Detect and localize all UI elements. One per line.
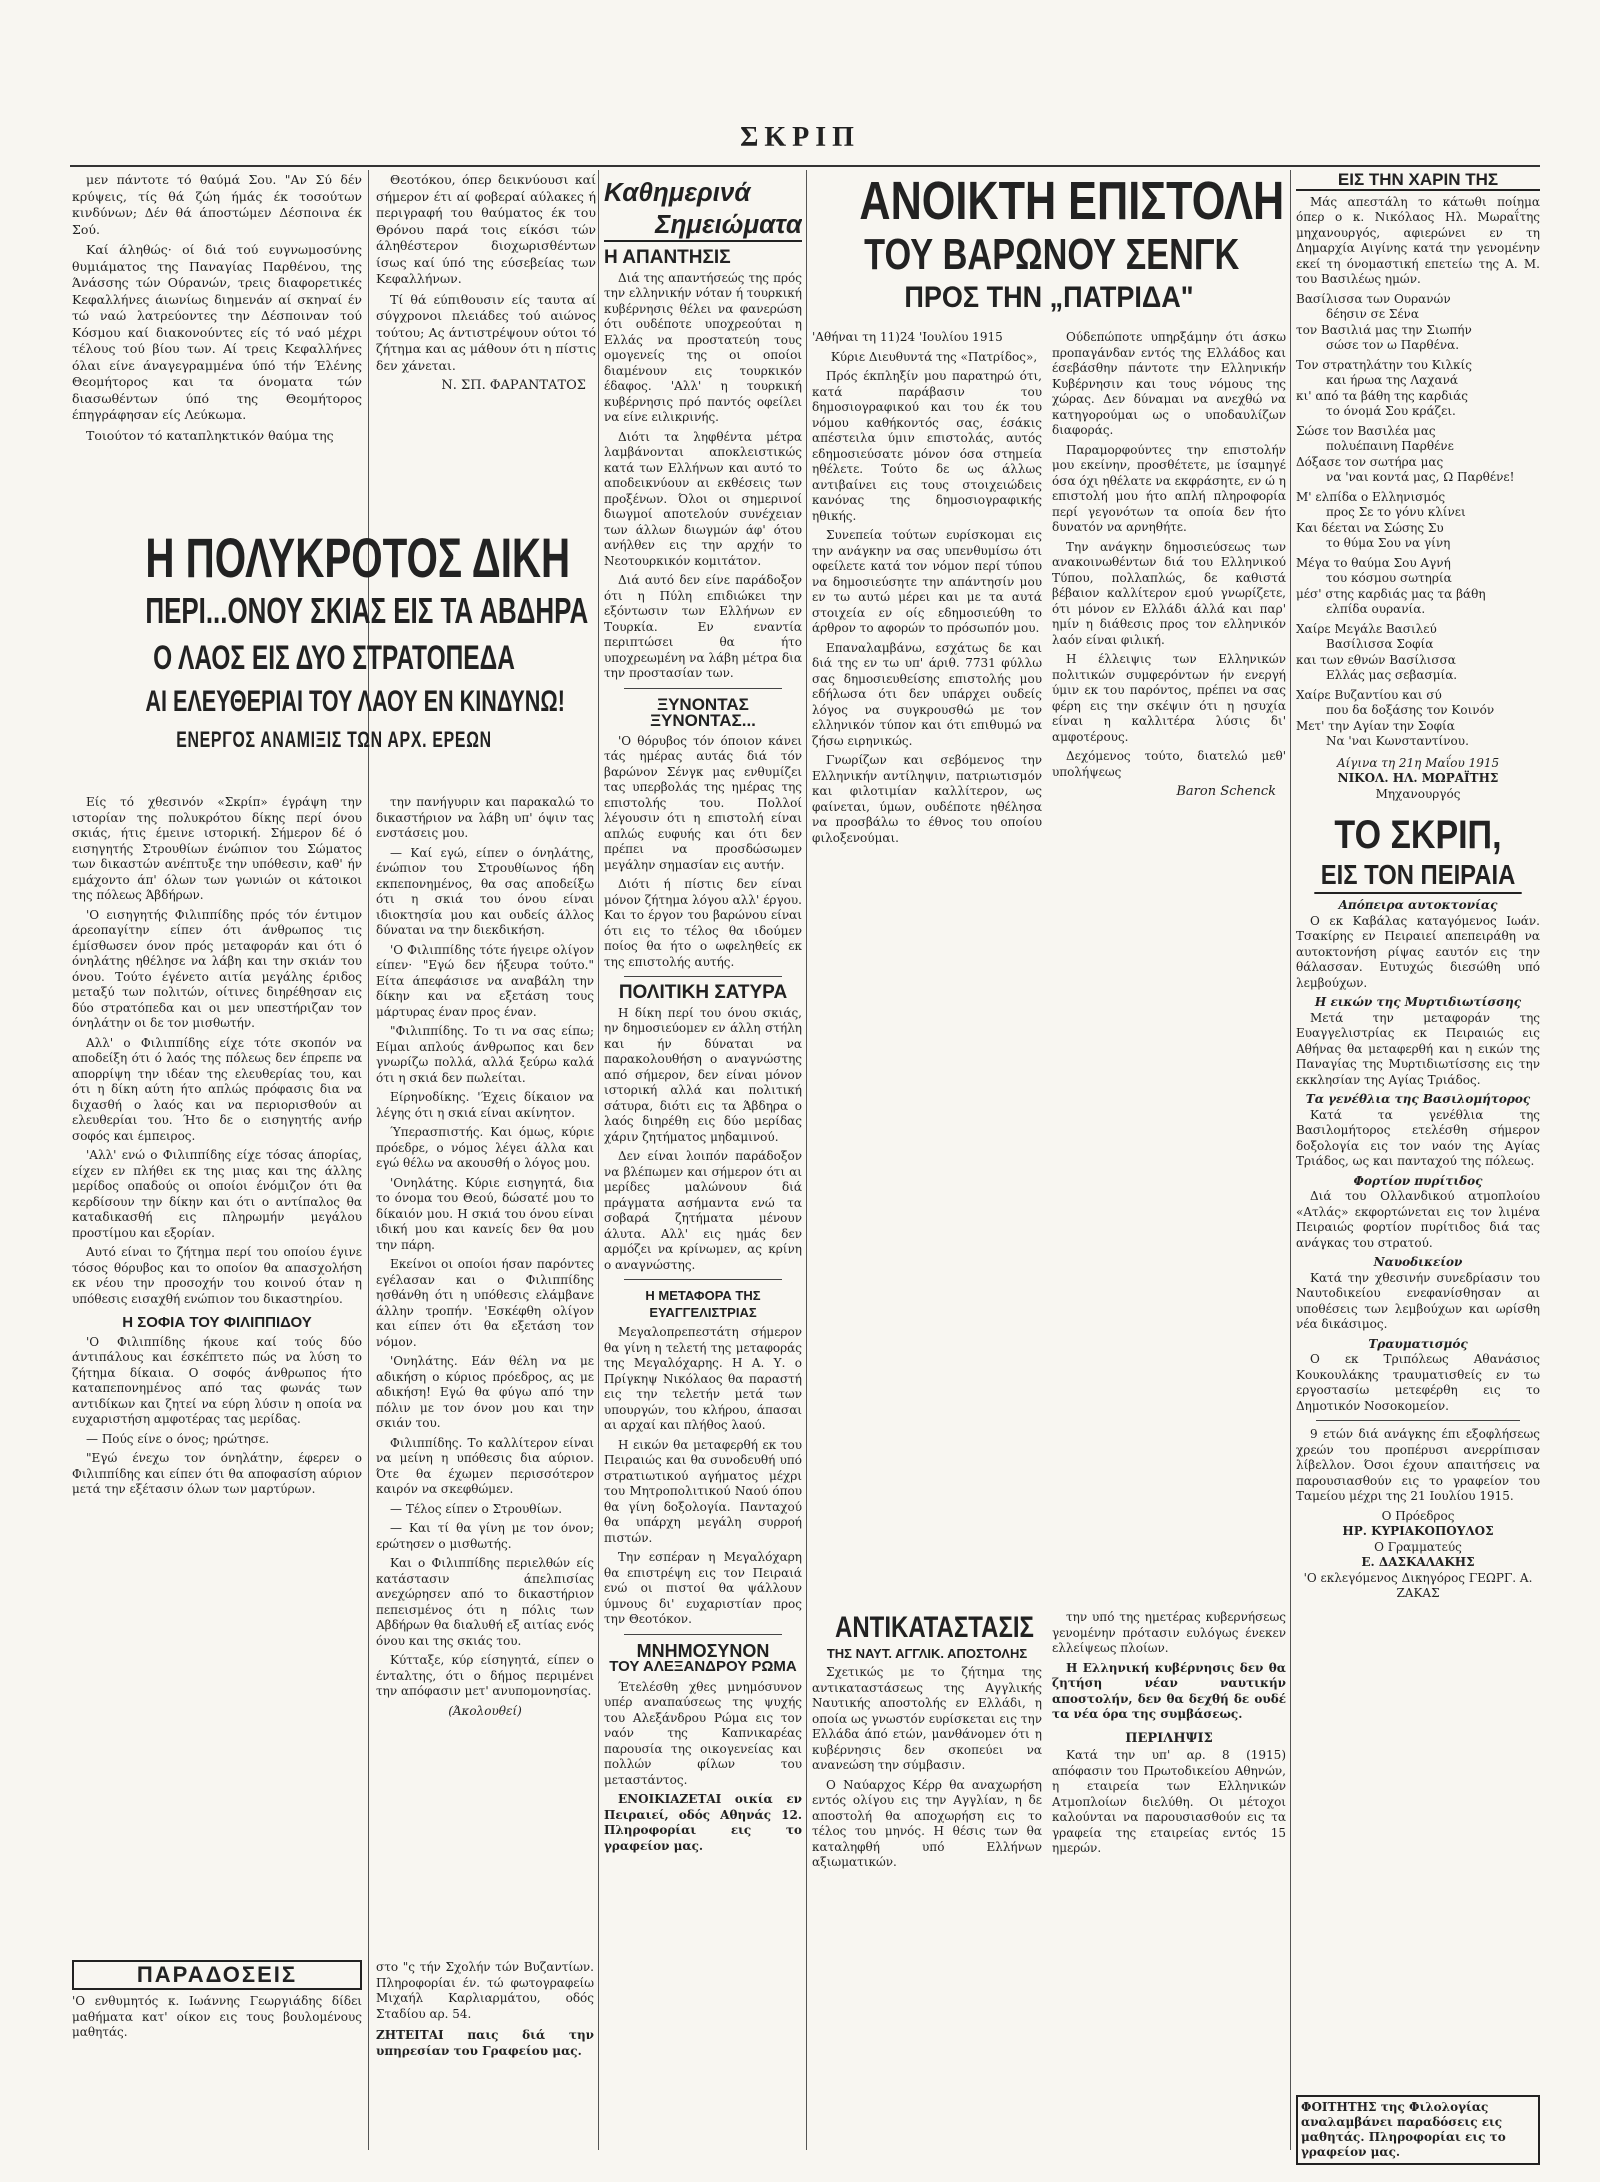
open-letter-column-left xyxy=(812,330,1042,1600)
notice-signature: Ο Γραμματεύς xyxy=(1374,1539,1462,1554)
headline-sub: ΠΡΟΣ ΤΗΝ „ΠΑΤΡΙΔΑ" xyxy=(904,281,1194,314)
notice-signature: ΗΡ. ΚΥΡΙΑΚΟΠΟΥΛΟΣ xyxy=(1342,1524,1494,1538)
poem-line: Βασίλισσα των Ουρανών xyxy=(1296,291,1451,306)
paragraph: Συνεπεία τούτων ευρίσκομαι εις την ανάγκην να σας υπενθυμίσω ότι οφείλετε κατά τον νόμον περί τύπου να δημοσιεύσητε την απάντησίν μου εν τω αυτώ μέρει και με τα αυτά στοιχεία εν οίς εδημοσιεύθη το άρθρον το αφορών το πρόσωπόν μου. xyxy=(812,528,1042,635)
news-title: Φορτίον πυρίτιδος xyxy=(1353,1173,1483,1188)
piraeus-news xyxy=(1296,898,1540,1602)
letter-signature: Baron Schenck xyxy=(1176,784,1276,799)
paragraph: Παραμορφούντες την επιστολήν μου εκείνην, προσθέτετε, με ίσαμηγέ όσα όχι ηθέλατε να εκφράσητε, εν ώ η επιστολή μου ήτο απλή πληροφορία περί γεγονότων τα οποία δεν ήτο δυνατόν να αρνηθήτε. xyxy=(1052,442,1286,534)
section-title: ΤΟΥ ΑΛΕΞΑΝΔΡΟΥ ΡΩΜΑ xyxy=(609,1658,797,1675)
section-title: Η ΑΠΑΝΤΗΣΙΣ xyxy=(604,247,731,268)
notices-block xyxy=(376,1960,594,2059)
poem-line: Ελλάς μας σεβασμία. xyxy=(1326,668,1458,682)
masthead-rule xyxy=(70,165,1540,167)
paragraph: Έτελέσθη χθες μνημόσυνον υπέρ αναπαύσεως της ψυχής του Αλεξάνδρου Ρώμα εις τον ναόν της Καπνικαρέας παρουσία της οικογενείας και πολλών φίλων του μεταστάντος. xyxy=(604,1679,802,1787)
paradoseis-block xyxy=(72,1960,362,2045)
notice-text: 9 ετών διά ανάγκης έπι εξοφλήσεως χρεών του προπέρυσι ανερρίπισαν λίβελλον. Όσοι έχουν απαιτήσεις να παρουσιασθούν εις το γραφείον του Ταμείου μέχρι της 21 Ιουλίου 1915. xyxy=(1296,1427,1540,1503)
article-body xyxy=(812,1665,1042,2085)
headline-sub: ΕΝΕΡΓΟΣ ΑΝΑΜΙΞΙΣ ΤΩΝ ΑΡΧ. ΕΡΕΩΝ xyxy=(176,727,492,752)
section-title: ΜΝΗΜΟΣΥΝΟΝ xyxy=(636,1640,770,1661)
paragraph: ΕΝΟΙΚΙΑΖΕΤΑΙ οικία εν Πειραιεί, οδός Αθηνάς 12. Πληροφορίαι εις το γραφείον μας. xyxy=(604,1792,802,1853)
poem-line: το όνομά Σου κράζει. xyxy=(1326,404,1456,418)
column-divider xyxy=(598,170,599,2150)
author-signature: Ν. ΣΠ. ΦΑΡΑΝΤΑΤΟΣ xyxy=(441,378,586,393)
headline-sub: Ο ΛΑΟΣ ΕΙΣ ΔΥΟ ΣΤΡΑΤΟΠΕΔΑ xyxy=(153,639,515,677)
news-text: Κατά την χθεσινήν συνεδρίασιν του Ναυτοδικείου ενεφανίσθησαν αι υποθέσεις των λεμβούχων και ωρίσθη νέα δικάσιμος. xyxy=(1296,1270,1540,1331)
paragraph: Καί άληθώς· οί διά τού ευγνωμοσύνης θυμιάματος της Παναγίας Παρθένου, της Άνάσσης τών Ούρανών, τρεις διαφορετικές Κεφαλλήνες άιωνίως διημενάν αί σκηναί έν τώ ναώ λατρεύοντες την Δέσποιναν τού Κόσμου καί διακονούντες είς τό ναό μέχρι τέλους τού βίου των. Αί τρεις Κεφαλλήνες όλαι είνε άναγεγραμμένα ύπό τήν Έλένης Θεομήτορος και τα όνοματα τών διασωθέντων ύπό της Θεομήτορος έπηγράφησαν είς Λεύκωμα. xyxy=(72,242,362,422)
paragraph: Τοιούτον τό καταπληκτικόν θαύμα της xyxy=(86,427,334,443)
section-title: Η ΜΕΤΑΦΟΡΑ ΤΗΣ ΕΥΑΓΓΕΛΙΣΤΡΙΑΣ xyxy=(645,1288,761,1320)
paragraph: 'Ονηλάτης. Εάν θέλη να με αδικήση ο κύριος πρόεδρος, ας με αδικήση! Εγώ θα φύγω από την πόλιν με τον όνον μου και την σκιάν του. xyxy=(376,1354,594,1430)
news-text: Ο εκ Καβάλας καταγόμενος Ιωάν. Τσακίρης εν Πειραιεί απεπειράθη να αυτοκτονήση ρίψας εαυτόν εις την θάλασσαν. Ευτυχώς διεσώθη υπό λεμβούχων. xyxy=(1296,913,1540,990)
poem-line: προς Σε το γόνυ κλίνει xyxy=(1326,505,1466,519)
news-title: Απόπειρα αυτοκτονίας xyxy=(1338,898,1498,912)
paragraph: Σχετικώς με το ζήτημα της αντικαταστάσεως της Αγγλικής Ναυτικής αποστολής εν Ελλάδι, η οποία ως γνωστόν ευρίσκεται εις την Ελλάδα άπό ετών, μανθάνομεν ότι η κυβέρνησις δεν σκοπεύει να ανανεώση την σύμβασιν. xyxy=(812,1665,1042,1772)
paragraph: Θεοτόκου, όπερ δεικνύουσι καί σήμερον έτι αί φοβεραί αύλακες ή περιγραφή του θαύματος έκ του Θρόνου παρά τοις είκόσι τών άληθέστερον διοχωρισθέντων ίσως καί ύπό της εύσεβείας των Κεφαλλήνων. xyxy=(376,172,596,286)
section-separator xyxy=(624,1634,782,1635)
paragraph: "Φιλιππίδης. Το τι να σας είπω; Είμαι απλούς άνθρωπος και δεν γνωρίζω πολλά, αλλά ξεύρω καλά ότι η σκιά δεν πωλείται. xyxy=(376,1024,594,1085)
news-text: Ο εκ Τριπόλεως Αθανάσιος Κουκουλάκης τραυματισθείς εν τω εργοστασίω μετεφέρθη εις το Δημοτικόν Νοσοκομείον. xyxy=(1296,1352,1540,1413)
paragraph: Κύτταξε, κύρ είσηγητά, είπεν ο ένταλτης, ότι ο δήμος περιμένει την απόφασιν μετ' ανυπομονησίας. xyxy=(376,1653,594,1698)
paragraph: — Και τί θα γίνη με τον όνον; ερώτησεν ο μισθωτής. xyxy=(376,1521,594,1551)
paragraph: "Εγώ ένεχω τον όνηλάτην, έφερεν ο Φιλιππίδης και είπεν ότι θα αποφασίση αύριον μετά την εξέτασιν όλων των μαρτύρων. xyxy=(72,1451,362,1496)
poem-signature: ΝΙΚΟΛ. ΗΛ. ΜΩΡΑΪΤΗΣ xyxy=(1337,771,1499,785)
column-divider xyxy=(368,170,369,2150)
poem-date: Αίγινα τη 21η Μαΐου 1915 xyxy=(1336,755,1500,770)
poem-line: Χαίρε Μεγάλε Βασιλεύ xyxy=(1296,621,1437,636)
paragraph: Την εσπέραν η Μεγαλόχαρη θα επιστρέψη εις τον Πειραιά ενώ οι πιστοί θα ψάλλουν ύμνους δι' ευχαριστίαν προς την Θεοτόκον. xyxy=(604,1550,802,1626)
poem-line: Σώσε τον Βασιλέα μας xyxy=(1296,423,1436,438)
section-title: Η ΣΟΦΙΑ ΤΟΥ ΦΙΛΙΠΠΙΔΟΥ xyxy=(122,1314,312,1331)
paragraph: Φιλιππίδης. Το καλλίτερον είναι να μείνη η υπόθεσις δια αύριον. Ότε θα έχωμεν περισσότερον καιρόν να σκεφθώμεν. xyxy=(376,1435,594,1496)
dateline: 'Αθήναι τη 11)24 'Ιουλίου 1915 xyxy=(812,330,1003,344)
paragraph: Δεν είναι λοιπόν παράδοξον να βλέπωμεν και σήμερον ότι αι μερίδες μαλώνουν διά πράγματα ασήμαντα ενώ τα σοβαρά ζητήματα μένουν άλυτα. Αλλ' εις ημάς δεν αρμόζει να κρίνωμεν, ας κρίνη ο αναγνώστης. xyxy=(604,1149,802,1272)
headline: ΑΝΤΙΚΑΤΑΣΤΑΣΙΣ xyxy=(835,1611,1034,1644)
paragraph: Διά της απαντήσεώς της πρός την ελληνικήν νόταν ή τουρκική κυβέρνησις θέλει να φανερώση ότι ουδέποτε υποχρεούται η Ελλάς να προστατεύη τους ομογενείς της οι οποίοι διαμένουν εις τουρκικόν έδαφος. 'Αλλ' η τουρκική κυβέρνησις πρό παντός οφείλει να είνε ειλικρινής. xyxy=(604,270,802,424)
news-text: Κατά τα γενέθλια της Βασιλομήτορος ετελέσθη σήμερον δοξολογία εις τον ναόν της Αγίας Τριάδος, ως και πανταχού της πόλεως. xyxy=(1296,1107,1540,1168)
paragraph: Κατά την υπ' αρ. 8 (1915) απόφασιν του Πρωτοδικείου Αθηνών, η εταιρεία των Ελληνικών Ατμοπλοίων διελύθη. Οι μέτοχοι καλούνται να παρουσιασθούν εις τα γραφεία της εταιρείας εντός 15 ημερών. xyxy=(1052,1748,1286,1855)
paragraph: Γνωρίζων και σεβόμενος την Ελληνικήν αντίληψιν, πατριωτισμόν και φιλοτιμίαν καλλίτερον, ως φαίνεται, ύμων, ουδέποτε ηθέλησα να προσβάλω το έθνος του οποίου φιλοξενούμαι. xyxy=(812,753,1042,845)
paragraph: Διά αυτό δεν είνε παράδοξον ότι η Πύλη επιδιώκει την εξόντωσιν των Ελλήνων εν Τουρκία. Εν εναντία περιπτώσει θα ήτο υποχρεωμένη να λάβη μέτρα δια την προστασίαν των. xyxy=(604,573,802,680)
poem-title: ΕΙΣ ΤΗΝ ΧΑΡΙΝ ΤΗΣ xyxy=(1296,172,1540,191)
section-separator xyxy=(624,976,782,977)
section-separator xyxy=(1316,1420,1520,1421)
poem-line: ελπίδα ουρανία. xyxy=(1326,602,1426,616)
paragraph: Η έλλειψις των Ελληνικών πολιτικών συμφερόντων ήν ενεργή ύμιν εκ του παρόντος, πρέπει να σας φέρη εις την σκέψιν ότι η ησυχία είναι η καλλιτέρα λύσις δι' αμφοτέρους. xyxy=(1052,652,1286,744)
paragraph: Και ο Φιλιππίδης περιελθών είς κατάστασιν άπελπισίας ανεχώρησεν από το δικαστήριον πεπεισμένος ότι η πόλις των Αβδήρων θα διαλυθή εξ αιτίας ενός όνου και της σκιάς του. xyxy=(376,1556,594,1648)
paragraph: στο "ς τήν Σχολήν τών Βυζαντίων. Πληροφορίαι έν. τώ φωτογραφείω Μιχαήλ Καρλιαρμάτου, οδός Σταδίου αρ. 54. xyxy=(376,1960,594,2021)
headline-sub: ΑΙ ΕΛΕΥΘΕΡΙΑΙ ΤΟΥ ΛΑΟΥ ΕΝ ΚΙΝΔΥΝΩ! xyxy=(145,685,565,718)
right-column xyxy=(1296,172,1540,2162)
news-title: Τραυματισμός xyxy=(1368,1336,1468,1351)
headline: ΤΟ ΣΚΡΙΠ, xyxy=(1334,813,1502,857)
paragraph: Η Ελληνική κυβέρνησις δεν θα ζητήση νέαν ναυτικήν αποστολήν, δεν θα δεχθή δε ουδέ τα νέα όρα της συμβάσεως. xyxy=(1052,1660,1286,1721)
headline: Η ΠΟΛΥΚΡΟΤΟΣ ΔΙΚΗ xyxy=(145,526,571,589)
poem-line: πολυέπαινη Παρθένε xyxy=(1326,439,1454,453)
section-title: ΠΟΛΙΤΙΚΗ ΣΑΤΥΡΑ xyxy=(618,982,788,1003)
section-separator xyxy=(624,1279,782,1280)
paragraph: Η δίκη περί του όνου σκιάς, ην δημοσιεύομεν εν άλλη στήλη και ήν δύναται να παρακολουθήση ο αναγνώστης από σήμερον, δεν είναι μόνον ιστορική αλλά και πολιτική σάτυρα, διότι εις τα Άβδηρα ο λαός διηρέθη εις δύο μερίδας χάριν ζητήματος μηδαμινού. xyxy=(604,1005,802,1144)
paragraph: Ύπερασπιστής. Και όμως, κύριε πρόεδρε, ο νόμος λέγει άλλα και εγώ θέλω να ακουσθή ο λόγος μου. xyxy=(376,1125,594,1170)
paragraph: Ο Ναύαρχος Κέρρ θα αναχωρήση εντός ολίγου εις την Αγγλίαν, η δε αποστολή θα αποχωρήση εις το τέλος του μηνός. Η θέσις των θα καταληφθή υπό Ελλήνων αξιωματικών. xyxy=(812,1777,1042,1869)
column-divider xyxy=(1290,170,1291,2150)
poem-line: Να 'ναι Κωνσταντίνου. xyxy=(1326,734,1469,748)
column-title: Καθημερινά xyxy=(604,177,751,207)
paragraph: 'Ο θόρυβος τόν όποιον κάνει τάς ημέρας αυτάς διά τόν βαρώνον Σένγκ μας ενθυμίζει τας υπερβολάς της ημέρας της επιστολής του. Πολλοί λέγουσιν ότι η επιστολή είναι απλώς ευφυής και ότι δεν πρέπει να προσδώσωμεν μεγάλην σημασίαν εις αυτήν. xyxy=(604,733,802,872)
paragraph: Διότι τα ληφθέντα μέτρα λαμβάνονται αποκλειστικώς κατά των Ελλήνων και αυτό το αποδεικνύουν αι εκθέσεις των προξένων. Όλοι οι σημερινοί διωγμοί αποτελούν συνέχειαν των άλλων διωγμών άφ' ότου ανήλθεν εις την αρχήν το Νεοτουρκικόν κομιτάτον. xyxy=(604,429,802,568)
open-letter-header xyxy=(812,172,1286,316)
paragraph: Διότι ή πίστις δεν είναι μόνον ζήτημα λόγου αλλ' έργου. Και το έργον του βαρώνου είναι ότι εις το τέλος θα ιδούμεν ποίος θα ήτο ο ωφεληθείς εκ της επιστολής αυτής. xyxy=(604,877,802,969)
article-column-2 xyxy=(376,795,594,1955)
paragraph: την πανήγυριν και παρακαλώ το δικαστήριον να λάβη υπ' όψιν τας ενστάσεις μου. xyxy=(376,795,594,840)
notice-signature: 'Ο εκλεγόμενος Δικηγόρος ΓΕΩΡΓ. Α. ΖΑΚΑΣ xyxy=(1303,1570,1533,1600)
continued-note: (Άκολουθεί) xyxy=(448,1703,522,1718)
poem-intro: Μάς απεστάλη το κάτωθι ποίημα όπερ ο κ. Νικόλαος Ηλ. Μωραΐτης μηχανουργός, αφιερώνει εν τη Δημαρχία Αιγίνης κατά την γενομένην εκεί τη όνομαστική επετείω της Α. Μ. του Βασιλέως ημών. xyxy=(1296,194,1540,286)
poem-line: δέησιν σε Σένα xyxy=(1326,307,1419,321)
paragraph: Εκείνοι οι οποίοι ήσαν παρόντες εγέλασαν και ο Φιλιππίδης ησθάνθη ότι η υπόθεσις ελάμβανε άλλην τροπήν. 'Εσκέφθη ολίγον και είπεν ότι θα εξετάση τον νόμον. xyxy=(376,1257,594,1349)
paragraph: ΖΗΤΕΙΤΑΙ παις διά την υπηρεσίαν του Γραφείου μας. xyxy=(376,2028,594,2058)
headline-sub: ΕΙΣ ΤΟΝ ΠΕΙΡΑΙΑ xyxy=(1314,858,1521,894)
paragraph: Πρός έκπληξίν μου παρατηρώ ότι, κατά παράβασιν του δημοσιογραφικού και του έκ του νόμου καθήκοντός σας, έσάκις απέστειλα ύμιν επιστολάς, αυτός εδημοσιεύσατε μόνον όσα στημεία ηθέλετε. Τούτο δε ως άλλως αντιβαίνει εις τους στοιχειώδεις κανόνας της δημοσιογραφικής ηθικής. xyxy=(812,369,1042,523)
paragraph: Ούδεπώποτε υπηρξάμην ότι άσκω προπαγάνδαν εντός της Ελλάδος και έσεβάσθην πάντοτε την Ελληνικήν Κυβέρνησιν και τους νόμους της χώρας. Δεν δύναμαι να ανεχθώ να κατηγορούμαι ως ο υποδαυλίζων διαφοράς. xyxy=(1052,330,1286,437)
headline-sub: ΤΟΥ ΒΑΡΩΝΟΥ ΣΕΝΓΚ xyxy=(864,230,1240,279)
paragraph: Επαναλαμβάνω, εσχάτως δε και διά της εν τω υπ' άριθ. 7731 φύλλω σας δημοσιευθείσης επιστολής μου εδήλωσα ότι δεν υπάρχει ουδείς λόγος να συγκρουσθώ με τον ελληνικόν τύπον και ότι επιθυμώ να ζήσω ειρηνικώς. xyxy=(812,640,1042,748)
poem-line: Τον στρατηλάτην του Κιλκίς xyxy=(1296,357,1472,372)
paragraph: — Πούς είνε ο όνος; ηρώτησε. xyxy=(86,1431,270,1446)
intro-column-1 xyxy=(72,172,362,522)
salutation: Κύριε Διευθυντά της «Πατρίδος», xyxy=(830,349,1038,364)
poem-line: Μετ' την Αγίαν την Σοφία xyxy=(1296,718,1455,733)
poem-line: Δόξασε τον σωτήρα μας xyxy=(1296,454,1444,469)
replacement-article-cont xyxy=(1052,1610,1286,1859)
paragraph: Είς τό χθεσινόν «Σκρίπ» έγράψη την ιστορίαν της πολυκρότου δίκης περί όνου σκιάς, ήτις έμεινε ιστορική. Σήμερον δέ ό εισηγητής Στρουθίων ένώπιον του Σώματος των δικαστών ανέπτυξε την υπόθεσιν, καθ' ήν εμάχοντο άπ' όλων των γωνιών οι κάτοικοι της πόλεως Άβδήρων. xyxy=(72,795,362,902)
paragraph: μεν πάντοτε τό θαύμά Σου. "Αν Σύ δέν κρύψεις, τίς θά ζώη ήμάς έκ τοσούτων κινδύνων; Δέν θά άποστώμεν Δέσποινα έκ Σού. xyxy=(72,172,362,237)
poem-line: και ήρωα της Λαχανά xyxy=(1326,373,1458,387)
news-text: Διά του Ολλανδικού ατμοπλοίου «Ατλάς» εκφορτώνεται εις τον λιμένα Πειραιώς φορτίον πυρίτιδος διά τας ανάγκας του στρατού. xyxy=(1296,1189,1540,1250)
poem-line: να 'ναι κοντά μας, Ω Παρθένε! xyxy=(1326,470,1515,484)
poem-line: Μέγα το θαύμα Σου Αγνή xyxy=(1296,555,1451,570)
poem-line: σώσε τον ω Παρθένα. xyxy=(1326,338,1460,352)
column-divider xyxy=(806,170,807,2150)
headline-sub: ΤΗΣ ΝΑΥΤ. ΑΓΓΛΙΚ. ΑΠΟΣΤΟΛΗΣ xyxy=(826,1646,1028,1661)
main-headline-block xyxy=(72,520,596,760)
article-column-1 xyxy=(72,795,362,1955)
poem-line: κι' από τα βάθη της καρδιάς xyxy=(1296,388,1468,403)
poem-line: Βασίλισσα Σοφία xyxy=(1326,637,1434,651)
masthead: ΣΚΡΙΠ xyxy=(740,122,860,153)
news-text: Μετά την μεταφοράν της Ευαγγελιστρίας εκ Πειραιώς εις Αθήνας θα μεταφερθή και η εικών της Παναγίας της Μυρτιδιωτίσσης εις την εκκλησίαν της Αγίας Τριάδος. xyxy=(1296,1010,1540,1087)
closing: Δεχόμενος τούτο, διατελώ μεθ' υπολήψεως xyxy=(1052,749,1286,779)
poem-signature-role: Μηχανουργός xyxy=(1375,786,1461,801)
notice-signature: Ο Πρόεδρος xyxy=(1381,1508,1455,1523)
replacement-article xyxy=(812,1610,1042,2085)
paragraph: Την ανάγκην δημοσιεύσεως των ανακοινωθέντων διά του Ελληνικού Τύπου, πολλαπλώς, δε καθιστά βέβαιον καλλίτερον εμού γνωρίζετε, ότι μόνον εν Ελλάδι άλλά και παρ' ημίν η διάθεσις προς τον ελληνικόν λαόν είναι φιλική. xyxy=(1052,539,1286,647)
paragraph: Αλλ' ο Φιλιππίδης είχε τότε σκοπόν να αποδείξη ότι ό λαός της πόλεως δεν έπρεπε να απορρίψη την ιδέαν της ελευθερίας του, και ότι η δίκη αύτη ήτο απλώς πρόφασις δια να διχασθή ο λαός και να περιορισθούν αι ελευθερίαι του. Ήτο δε ο εισηγητής ανήρ σοφός και έμπειρος. xyxy=(72,1035,362,1143)
poem-line: μέσ' στης καρδιάς μας τα βάθη xyxy=(1296,586,1486,601)
poem xyxy=(1296,292,1540,750)
paragraph: 'Αλλ' ενώ ο Φιλιππίδης είχε τόσας άπορίας, είχεν εν πλήθει εκ της μιας και της άλλης μερίδος οπαδούς οι οποίοι ένόμιζον ότι θα κερδίσουν την δίκην και ότι ο αντίπαλος θα καταδικασθή εις πληρωμήν μεγάλου προστίμου και εξορίαν. xyxy=(72,1148,362,1240)
paragraph: 'Ο Φιλιππίδης τότε ήγειρε ολίγον είπεν· "Εγώ δεν ήξευρα τούτο." Είτα άπεφάσισε να αναβάλη την δίκην και να εξετάση τους μάρτυρας έναν προς έναν. xyxy=(376,942,594,1019)
headline: ΑΝΟΙΚΤΗ ΕΠΙΣΤΟΛΗ xyxy=(859,171,1285,231)
paragraph: Μεγαλοπρεπεστάτη σήμερον θα γίνη η τελετή της μεταφοράς της Μεγαλόχαρης. Η Α. Υ. ο Πρίγκηψ Νικόλαος θα παραστή εις την τελετήν μετά των υπουργών, του κλήρου, άπασαι αι αρχαί και πλήθος λαού. xyxy=(604,1325,802,1432)
poem-line: Μ' ελπίδα ο Ελληνισμός xyxy=(1296,489,1446,504)
section-title: ΞΥΝΟΝΤΑΣ ΞΥΝΟΝΤΑΣ... xyxy=(650,694,756,730)
poem-line: που δα δοξάσης τον Κοινόν xyxy=(1326,703,1495,717)
section-separator xyxy=(624,688,782,689)
paragraph: Αυτό είναι το ζήτημα περί του οποίου έγινε τόσος θόρυβος και το οποίον θα απασχολήση εκ νέου την προσοχήν του κοινού όταν η υπόθεσις εισαχθή ενώπιον του δικαστηρίου. xyxy=(72,1245,362,1306)
news-title: Ναυοδικείον xyxy=(1373,1255,1463,1269)
poem-line: το θύμα Σου να γίνη xyxy=(1326,536,1451,550)
paragraph: 'Ονηλάτης. Κύριε εισηγητά, δια το όνομα του Θεού, δώσατέ μου το δίκαιόν μου. Η σκιά του όνου είναι ιδική μου και κανείς δεν θα μου την πάρη. xyxy=(376,1175,594,1252)
paragraph: — Καί εγώ, είπεν ο όνηλάτης, ένώπιον του Στρουθίωνος ήδη εκπεπονημένος, θα σας αποδείξω ότι η σκιά του όνου είναι ιδιοκτησία μου και ουδείς άλλος δύναται να την διεκδικήση. xyxy=(376,845,594,937)
paragraph: Τί θά εύπιθουσιν είς ταυτα αί σύγχρονοι πλειάδες τού αιώνος τούτου; Ας άντιστρέψουν ούτοι τό ζήτημα και ας μάθουν ότι η πίστις δεν χάνεται. xyxy=(376,291,596,373)
poem-line: του κόσμου σωτηρία xyxy=(1326,571,1452,585)
notice-title: ΠΕΡΙΛΗΨΙΣ xyxy=(1125,1730,1213,1746)
open-letter-column-right xyxy=(1052,330,1286,1600)
paragraph: 'Ο ενθυμητός κ. Ιωάννης Γεωργιάδης δίδει μαθήματα κατ' οίκον εις τους βουλομένους μαθητάς. xyxy=(72,1994,362,2039)
paragraph: — Τέλος είπεν ο Στρουθίων. xyxy=(390,1501,563,1516)
section-title: ΠΑΡΑΔΟΣΕΙΣ xyxy=(72,1960,362,1990)
notice-signature: Ε. ΔΑΣΚΑΛΑΚΗΣ xyxy=(1361,1555,1475,1569)
headline-sub: ΠΕΡΙ...ΟΝΟΥ ΣΚΙΑΣ ΕΙΣ ΤΑ ΑΒΔΗΡΑ xyxy=(145,590,589,631)
daily-notes-column xyxy=(604,172,802,2152)
paragraph: Είρηνοδίκης. 'Έχεις δίκαιον να λέγης ότι η σκιά είναι ακίνητον. xyxy=(376,1090,594,1120)
paragraph: την υπό της ημετέρας κυβερνήσεως γενομένην πρότασιν ευλόγως ένεκεν ελλείψεως πλοίων. xyxy=(1052,1610,1286,1655)
news-title: Η εικών της Μυρτιδιωτίσσης xyxy=(1314,995,1522,1009)
paragraph: 'Ο Φιλιππίδης ήκουε καί τούς δύο άντιπάλους και έσκέπτετο πώς να λύση το ζήτημα δίκαια. Ο σοφός άνθρωπος ήτο καταπεπονημένος από τας φωνάς των αντιδίκων και ζητεί να εύρη λύσιν η οποία να ευχαριστήση αμφοτέρας τας μερίδας. xyxy=(72,1334,362,1426)
poem-line: τον Βασιλιά μας την Σιωπήν xyxy=(1296,322,1472,337)
column-title: Σημειώματα xyxy=(604,208,802,242)
poem-line: Χαίρε Βυζαντίου και σύ xyxy=(1296,687,1442,702)
paragraph: Η εικών θα μεταφερθή εκ του Πειραιώς και θα συνοδευθή υπό στρατιωτικού αγήματος μέχρι του Μητροπολιτικού Ναού όπου θα γίνη δοξολογία. Πανταχού θα υπάρχη μεγάλη συρροή πιστών. xyxy=(604,1437,802,1545)
footer-notice: ΦΟΙΤΗΤΗΣ της Φιλολογίας αναλαμβάνει παραδόσεις εις μαθητάς. Πληροφορίαι εις το γραφείον μας. xyxy=(1296,2095,1540,2165)
poem-line: και των εθνών Βασίλισσα xyxy=(1296,652,1456,667)
news-title: Τα γενέθλια της Βασιλομήτορος xyxy=(1305,1092,1531,1106)
poem-line: Και δέεται να Σώσης Συ xyxy=(1296,520,1444,535)
intro-column-2 xyxy=(376,172,596,522)
paragraph: 'Ο εισηγητής Φιλιππίδης πρός τόν έντιμον άρεοπαγίτην είπεν ότι άνθρωπος τις έμίσθωσεν όνον πρός μεταφοράν και ότι ό όνηλάτης ηθέλησε να λάβη και την σκιάν του όνου. Τούτο έγένετο αιτία μεγάλης έριδος μεταξύ των πολιτών, οίτινες διηρέθησαν εις δύο στρατόπεδα και οι μεν υπεστήριζαν τον όνηλάτην οι δε τον μισθωτήν. xyxy=(72,907,362,1030)
